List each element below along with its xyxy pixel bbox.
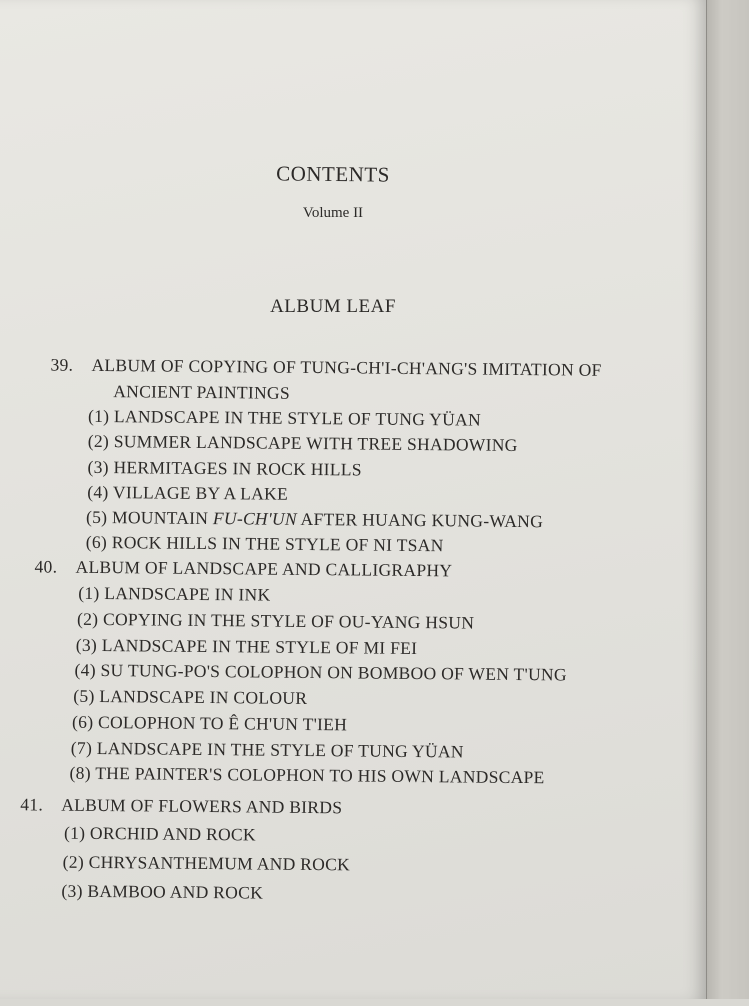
- entry-title-continued: ANCIENT PAINTINGS: [113, 381, 291, 403]
- adjacent-page-edge: [706, 0, 749, 999]
- toc-item: (3) BAMBOO AND ROCK: [61, 880, 264, 903]
- entry-title: ALBUM OF FLOWERS AND BIRDS: [61, 794, 343, 818]
- section-heading: ALBUM LEAF: [270, 296, 396, 317]
- toc-item: (5) LANDSCAPE IN COLOUR: [73, 685, 308, 708]
- toc-entry-40: [34, 556, 452, 581]
- entry-number: 41.: [20, 794, 44, 815]
- entry-title: ALBUM OF COPYING OF TUNG-CH'I-CH'ANG'S IMITATION OF: [91, 354, 602, 380]
- toc-item: (1) LANDSCAPE IN THE STYLE OF TUNG YÜAN: [87, 405, 482, 430]
- volume-label: Volume II: [302, 205, 364, 221]
- entry-number: 40.: [34, 556, 58, 577]
- toc-item: (3) HERMITAGES IN ROCK HILLS: [87, 456, 362, 480]
- toc-item: (2) SUMMER LANDSCAPE WITH TREE SHADOWING: [87, 430, 518, 455]
- toc-item: (6) ROCK HILLS IN THE STYLE OF NI TSAN: [85, 531, 444, 556]
- toc-item: (2) COPYING IN THE STYLE OF OU-YANG HSUN: [76, 608, 475, 633]
- toc-item: (2) CHRYSANTHEMUM AND ROCK: [62, 851, 351, 875]
- toc-item: (4) SU TUNG-PO'S COLOPHON ON BOMBOO OF WEN T'UNG: [74, 659, 567, 685]
- toc-item: (5) MOUNTAIN FU-CH'UN AFTER HUANG KUNG-WANG: [85, 506, 544, 532]
- toc-item: (1) LANDSCAPE IN INK: [78, 582, 271, 605]
- toc-item: (1) ORCHID AND ROCK: [63, 822, 256, 845]
- entry-title: ALBUM OF LANDSCAPE AND CALLIGRAPHY: [75, 556, 453, 581]
- toc-item: (8) THE PAINTER'S COLOPHON TO HIS OWN LANDSCAPE: [69, 762, 545, 788]
- toc-item: (3) LANDSCAPE IN THE STYLE OF MI FEI: [75, 634, 418, 659]
- toc-item: (7) LANDSCAPE IN THE STYLE OF TUNG YÜAN: [70, 737, 464, 762]
- toc-entry-41: [20, 794, 342, 818]
- toc-item: (6) COLOPHON TO Ê CH'UN T'IEH: [71, 711, 348, 735]
- entry-number: 39.: [50, 354, 74, 375]
- toc-entry-39: [50, 355, 601, 381]
- toc-item: (4) VILLAGE BY A LAKE: [87, 481, 289, 504]
- contents-heading: CONTENTS: [276, 161, 390, 187]
